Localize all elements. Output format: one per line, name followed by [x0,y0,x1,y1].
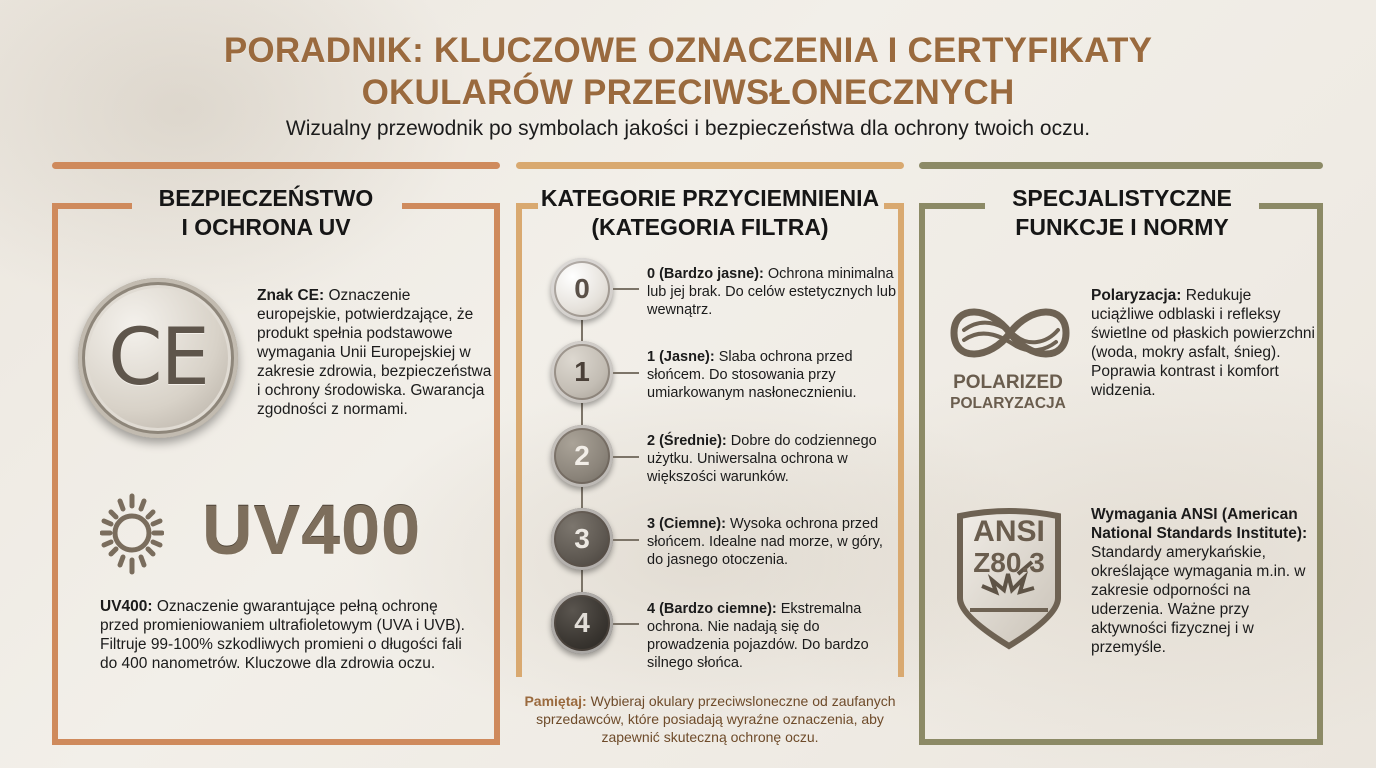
page-title [0,30,1376,114]
page-title-line2: OKULARÓW PRZECIWSŁONECZNYCH [361,73,1015,112]
sun-icon [100,488,164,578]
polarized-infinity-icon [946,300,1074,366]
polarized-logo-text: POLARIZED POLARYZACJA [950,372,1066,412]
polarized-description: Polaryzacja: Redukuje uciążliwe odblaski i refleksy świetlne od płaskich powierzchni (woda, mokry asfalt, śnieg). Poprawia kontrast i komfort widzenia. [1091,287,1316,399]
col1-top-bar [52,162,500,169]
ansi-description: Wymagania ANSI (American National Standards Institute): Standardy amerykańskie, określające wymagania m.in. w zakresie odporności na uderzenia. Ważne przy aktywności fizycznej i w przemyśle. [1091,506,1308,656]
col2-title: KATEGORIE PRZYCIEMNIENIA (KATEGORIA FILTRA) [540,185,880,240]
page-title-line1: PORADNIK: KLUCZOWE OZNACZENIA I CERTYFIKATY [223,31,1153,70]
category-4-badge: 4 [551,592,613,654]
uv400-logo: UV400 [202,491,422,569]
category-0-badge: 0 [551,258,613,320]
reminder-note: Pamiętaj: Wybieraj okulary przeciwsloneczne od zaufanych sprzedawców, które posiadają wyraźne oznaczenia, aby zapewnić skuteczną ochronę oczu. [524,693,896,745]
category-2-badge: 2 [551,425,613,487]
col2-top-bar [516,162,904,169]
category-3-badge: 3 [551,508,613,570]
ce-description: Znak CE: Oznaczenie europejskie, potwierdzające, że produkt spełnia podstawowe wymagania Unii Europejskiej w zakresie zdrowia, bezpieczeństwa i ochrony środowiska. Gwarancja zgodności z normami. [257,287,492,418]
page-subtitle: Wizualny przewodnik po symbolach jakości i bezpieczeństwa dla ochrony twoich oczu. [285,117,1091,140]
col3-title: SPECJALISTYCZNE FUNKCJE I NORMY [1012,185,1232,240]
col3-top-bar [919,162,1323,169]
ce-mark-icon: CE [78,278,238,438]
ansi-shield-icon: ANSI Z80.3 [952,506,1066,652]
category-1-badge: 1 [551,341,613,403]
uv400-description: UV400: Oznaczenie gwarantujące pełną ochronę przed promieniowaniem ultrafioletowym (UVA i UVB). Filtruje 99-100% szkodliwych promieni o długości fali do 400 nanometrów. Kluczowe dla zdrowia oczu. [100,598,465,672]
col1-title: BEZPIECZEŃSTWO I OCHRONA UV [158,185,374,240]
